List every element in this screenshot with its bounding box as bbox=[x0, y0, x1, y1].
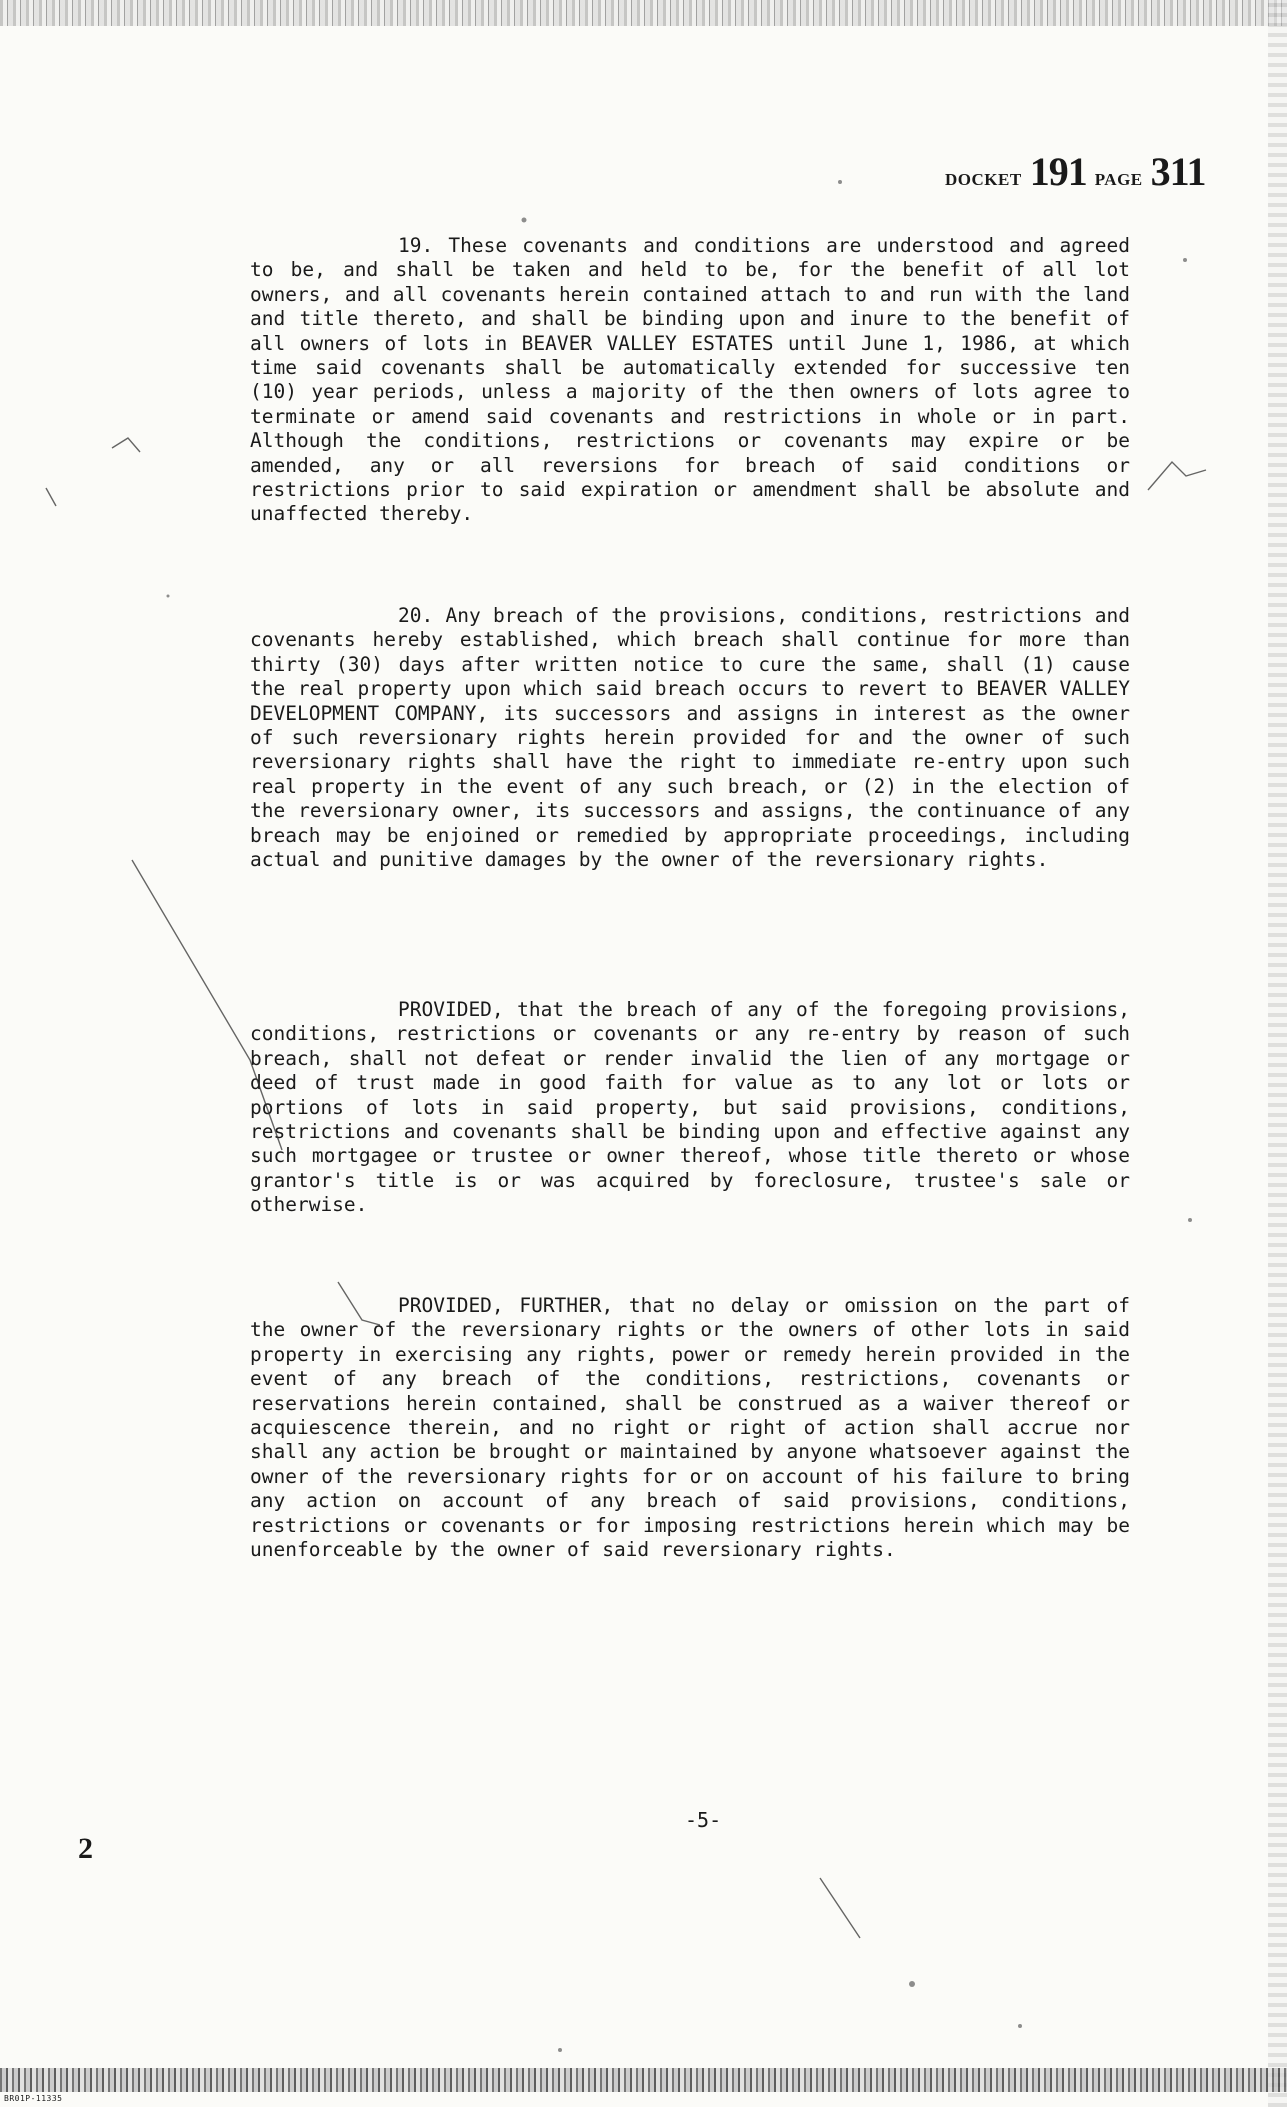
paragraph-19-text: 19. These covenants and conditions are understood and agreed to be, and shall be taken and held to be, for the benefit of all lot owners, and all covenants herein contained attach to and run with the land and title thereto, and shall be binding upon and inure to the benefit of all owners of lots in BEAVER VALLEY ESTATES until June 1, 1986, at which time said covenants shall be automatically extended for successive ten (10) year periods, unless a majority of the then owners of lots agree to terminate or amend said covenants and restrictions in whole or in part. Although the conditions, restrictions or covenants may expire or be amended, any or all reversions for breach of said conditions or restrictions prior to said expiration or amendment shall be absolute and unaffected thereby. bbox=[250, 234, 1130, 526]
bottom-diagonal-stroke bbox=[820, 1878, 860, 1938]
scan-edge-bottom bbox=[0, 2068, 1287, 2092]
page-number: -5- bbox=[685, 1808, 722, 1832]
film-stamp: BR01P-11335 bbox=[4, 2094, 63, 2103]
scan-edge-right bbox=[1268, 0, 1287, 2107]
margin-check-left bbox=[112, 438, 140, 452]
margin-mark: 2 bbox=[78, 1832, 93, 1865]
paragraph-20-text: 20. Any breach of the provisions, conditions, restrictions and covenants hereby established, which breach shall continue for more than thirty (30) days after written notice to cure the same, shall (1) cause the real property upon which said breach occurs to revert to BEAVER VALLEY DEVELOPMENT COMPANY, its successors and assigns in interest as the owner of such reversionary rights herein provided for and the owner of such reversionary rights shall have the right to immediate re-entry upon such real property in the event of any such breach, or (2) in the election of the reversionary owner, its successors and assigns, the continuance of any breach may be enjoined or remedied by appropriate proceedings, including actual and punitive damages by the owner of the reversionary rights. bbox=[250, 604, 1130, 872]
docket-header bbox=[945, 148, 1205, 195]
docket-page-number: 311 bbox=[1150, 149, 1206, 194]
page-label: PAGE bbox=[1094, 170, 1143, 189]
paragraph-20 bbox=[250, 604, 1130, 872]
provided-further-paragraph-text: PROVIDED, FURTHER, that no delay or omission on the part of the owner of the reversionary rights or the owners of other lots in said property in exercising any rights, power or remedy herein provided in the event of any breach of the conditions, restrictions, covenants or reservations herein contained, shall be construed as a waiver thereof or acquiescence therein, and no right or right of action shall accrue nor shall any action be brought or maintained by anyone whatsoever against the owner of the reversionary rights for or on account of his failure to bring any action on account of any breach of said provisions, conditions, restrictions or covenants or for imposing restrictions herein which may be unenforceable by the owner of said reversionary rights. bbox=[250, 1294, 1130, 1562]
provided-further-paragraph bbox=[250, 1294, 1130, 1562]
margin-check-right bbox=[1148, 462, 1206, 490]
docket-number: 191 bbox=[1029, 149, 1087, 194]
docket-label: DOCKET bbox=[945, 170, 1022, 189]
provided-paragraph-text: PROVIDED, that the breach of any of the foregoing provisions, conditions, restrictions or covenants or any re-entry by reason of such breach, shall not defeat or render invalid the lien of any mortgage or deed of trust made in good faith for value as to any lot or lots or portions of lots in said property, but said provisions, conditions, restrictions and covenants shall be binding upon and effective against any such mortgagee or trustee or owner thereof, whose title thereto or whose grantor's title is or was acquired by foreclosure, trustee's sale or otherwise. bbox=[250, 998, 1130, 1217]
paragraph-19 bbox=[250, 234, 1130, 527]
provided-paragraph bbox=[250, 998, 1130, 1218]
scan-edge-top bbox=[0, 0, 1287, 26]
margin-tick-left bbox=[46, 488, 56, 506]
